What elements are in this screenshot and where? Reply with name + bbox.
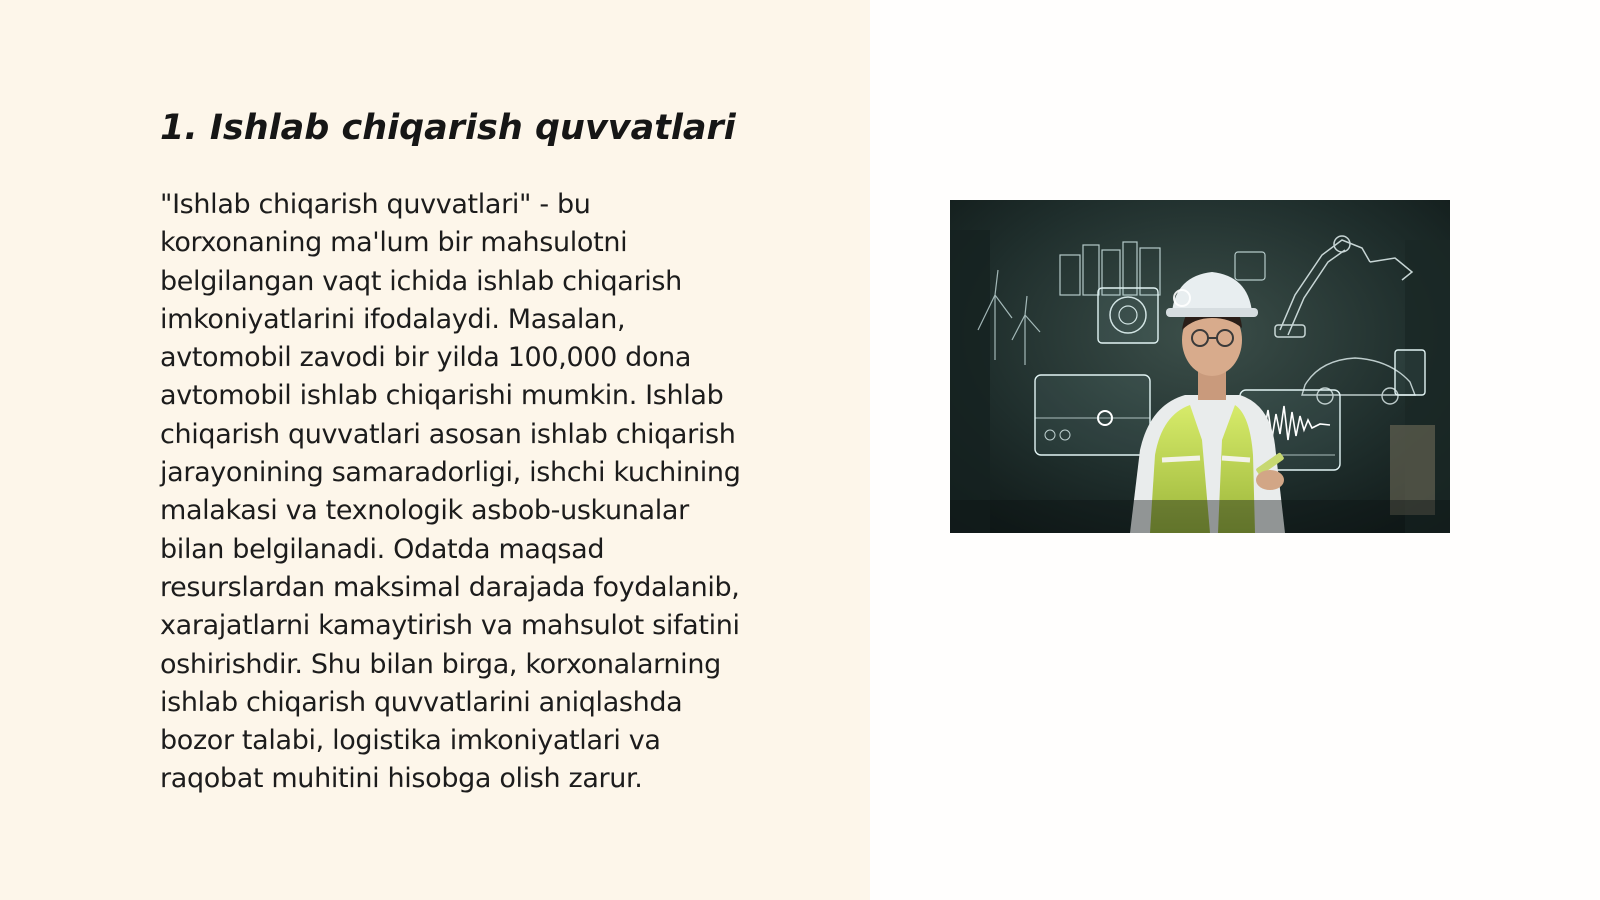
slide-title: 1. Ishlab chiqarish quvvatlari [160,108,736,148]
engineer-hologram-illustration [950,200,1450,533]
slide-body-text: "Ishlab chiqarish quvvatlari" - bu korxonaning ma'lum bir mahsulotni belgilangan vaqt ichida ishlab chiqarish imkoniyatlarini ifodalaydi. Masalan, avtomobil zavodi bir yilda 100,000 dona avtomobil ishlab chiqarishi mumkin. Ishlab chiqarish quvvatlari asosan ishlab chiqarish jarayonining samaradorligi, ishchi kuchining malakasi va texnologik asbob-uskunalar bilan belgilanadi. Odatda maqsad resurslardan maksimal darajada foydalanib, xarajatlarni kamaytirish va mahsulot sifatini oshirishdir. Shu bilan birga, korxonalarning ishlab chiqarish quvvatlarini aniqlashda bozor talabi, logistika imkoniyatlari va raqobat muhitini hisobga olish zarur. [160,189,741,795]
engineer-photo [950,200,1450,533]
